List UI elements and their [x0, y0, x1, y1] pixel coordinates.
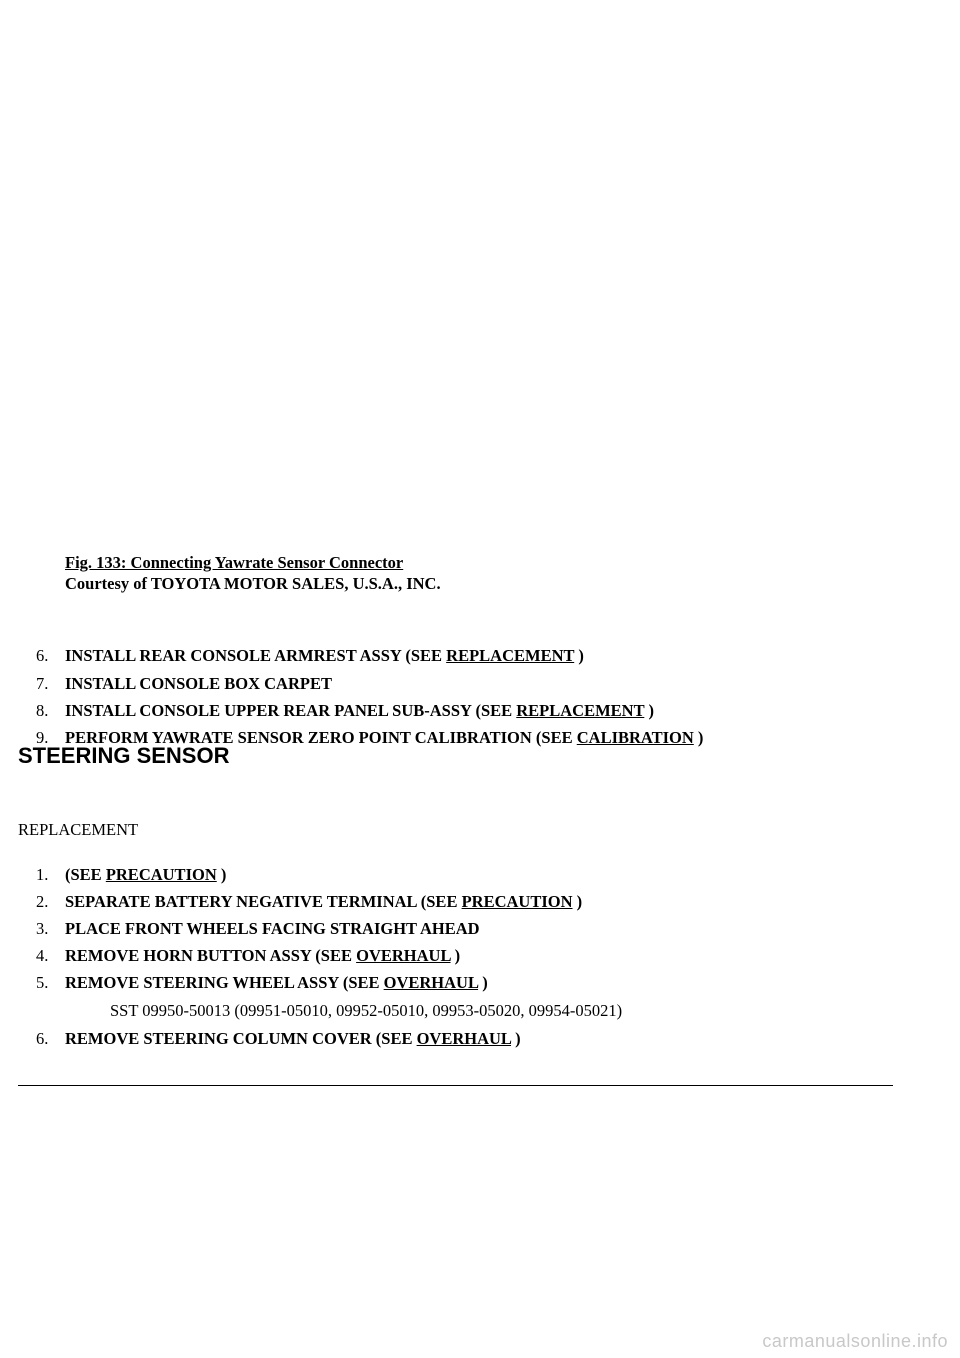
- step-number: 9.: [36, 728, 49, 747]
- install-step-8: [36, 701, 654, 721]
- step-tail: ): [478, 973, 488, 992]
- replacement-step-3: [36, 919, 480, 939]
- figure-courtesy: Courtesy of TOYOTA MOTOR SALES, U.S.A., INC.: [65, 574, 441, 593]
- step-number: 1.: [36, 865, 49, 884]
- replacement-step-2: [36, 892, 582, 912]
- step-number: 3.: [36, 919, 49, 938]
- overhaul-link[interactable]: OVERHAUL: [356, 946, 451, 965]
- install-step-6: [36, 646, 584, 666]
- figure-title-link[interactable]: Fig. 133: Connecting Yawrate Sensor Connector: [65, 553, 404, 572]
- step-number: 7.: [36, 674, 49, 693]
- step-number: 8.: [36, 701, 49, 720]
- replacement-step-5: [36, 973, 488, 993]
- step-text: INSTALL CONSOLE BOX CARPET: [65, 674, 332, 693]
- watermark: carmanualsonline.info: [762, 1331, 948, 1351]
- replacement-step-4: [36, 946, 460, 966]
- step-tail: ): [693, 728, 704, 747]
- replacement-step-1: [36, 865, 226, 885]
- step-tail: ): [574, 646, 584, 665]
- figure-caption: [65, 552, 441, 594]
- section-heading: STEERING SENSOR: [18, 743, 230, 768]
- step-tail: ): [511, 1029, 521, 1048]
- subsection-heading: REPLACEMENT: [18, 820, 139, 839]
- step-text: REMOVE HORN BUTTON ASSY (SEE: [65, 946, 357, 965]
- step-number: 2.: [36, 892, 49, 911]
- replacement-link[interactable]: REPLACEMENT: [446, 646, 575, 665]
- step-tail: ): [644, 701, 654, 720]
- step-text: (SEE: [65, 865, 106, 884]
- precaution-link[interactable]: PRECAUTION: [461, 892, 573, 911]
- overhaul-link[interactable]: OVERHAUL: [416, 1029, 512, 1048]
- precaution-link[interactable]: PRECAUTION: [105, 865, 217, 884]
- step-tail: ): [450, 946, 461, 965]
- step-text: PERFORM YAWRATE SENSOR ZERO POINT CALIBRATION (SEE: [65, 728, 577, 747]
- step-tail: ): [216, 865, 227, 884]
- calibration-link[interactable]: CALIBRATION: [576, 728, 694, 747]
- step-text: INSTALL REAR CONSOLE ARMREST ASSY (SEE: [65, 646, 447, 665]
- step-number: 4.: [36, 946, 49, 965]
- step-number: 5.: [36, 973, 49, 992]
- footer-divider: [18, 1085, 893, 1086]
- step-number: 6.: [36, 1029, 49, 1048]
- step-text: REMOVE STEERING COLUMN COVER (SEE: [65, 1029, 417, 1048]
- replacement-link[interactable]: REPLACEMENT: [516, 701, 645, 720]
- step-number: 6.: [36, 646, 49, 665]
- step-text: SEPARATE BATTERY NEGATIVE TERMINAL (SEE: [65, 892, 462, 911]
- step-text: INSTALL CONSOLE UPPER REAR PANEL SUB-ASSY (SEE: [65, 701, 517, 720]
- install-step-7: [36, 674, 332, 694]
- replacement-step-6: [36, 1029, 521, 1049]
- step-tail: ): [572, 892, 583, 911]
- step-text: PLACE FRONT WHEELS FACING STRAIGHT AHEAD: [65, 919, 480, 938]
- sst-note: SST 09950-50013 (09951-05010, 09952-05010, 09953-05020, 09954-05021): [110, 1001, 623, 1020]
- overhaul-link[interactable]: OVERHAUL: [383, 973, 479, 992]
- step-text: REMOVE STEERING WHEEL ASSY (SEE: [65, 973, 384, 992]
